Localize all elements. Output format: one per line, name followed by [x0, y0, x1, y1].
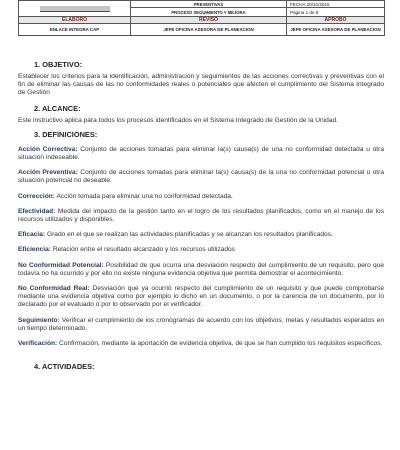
- definition-item: [18, 231, 384, 239]
- section-alcance-text: Este instructivo aplica para todos los procesos identificados en el Sistema Integrado de Gestión de la Unidad.: [18, 116, 338, 124]
- definition-term: Eficacia:: [18, 231, 46, 239]
- definition-term: No Conformidad Potencial:: [18, 261, 104, 269]
- col-reviso: REVISO: [131, 17, 287, 24]
- definition-text: Medida del impacto de la gestión tanto en el logro de los resultados planificados, como en el manejo de los recursos utilizados y disponibles.: [18, 207, 384, 224]
- definition-text: Conjunto de acciones tomadas para eliminar la(s) causa(s) de la una no conformidad potencial u otra situación potencial no deseable.: [18, 169, 384, 185]
- definitions-list: [18, 146, 384, 348]
- definition-term: Acción Correctiva:: [18, 145, 78, 153]
- definition-item: [18, 246, 384, 254]
- doc-title-partial: PREVENTIVAS: [131, 1, 287, 8]
- definition-item: [18, 146, 384, 162]
- definition-text: Conjunto de acciones tomadas para eliminar la(s) causa(s) de una no conformidad detectada u otra situación indeseable.: [18, 145, 384, 162]
- definition-text: Posibilidad de que ocurra una desviación respecto del cumplimiento de un requisito, pero que todavía no ha ocurrido y por ello no existe ninguna evidencia objetiva que permita demostrar el acontecimiento.: [18, 261, 384, 277]
- definition-text: Grado en el que se realizan las actividades planificadas y se alcanzan los resultados planificados.: [45, 231, 333, 239]
- definition-item: [18, 340, 384, 348]
- definition-term: Corrección:: [18, 192, 56, 200]
- definition-item: [18, 262, 384, 278]
- doc-date: FECHA 20/10/2015: [287, 1, 385, 8]
- signer-aprobo: JEFE OFICINA ASESORA DE PLANEACION: [287, 24, 385, 36]
- page-number: Página 1 de 6: [287, 8, 385, 17]
- definition-term: Acción Preventiva:: [18, 169, 78, 177]
- definition-term: Eficiencia:: [18, 246, 51, 254]
- definition-text: Confirmación, mediante la aportación de evidencia objetiva, de que se han cumplido los requisitos específicos.: [57, 340, 383, 348]
- definition-text: Relación entre el resultado alcanzado y los recursos utilizados: [50, 246, 235, 254]
- definition-text: Acción tomada para eliminar una no conformidad detectada.: [55, 192, 233, 200]
- document-header: [18, 0, 385, 36]
- definition-item: [18, 317, 384, 333]
- definition-term: Efectividad:: [18, 207, 56, 215]
- definition-text: Desviación que ya ocurrió respecto del cumplimiento de un requisito y que puede comprobarse mediante una evidencia objetiva como por ejemplo lo dicho en un documento, o por la carencia de un documento, por lo declarado por el evaluado o por lo observado por el verificador.: [18, 285, 384, 309]
- section-actividades-title: 4. ACTIVIDADES:: [34, 362, 95, 372]
- logo-icon: [40, 6, 110, 12]
- section-objetivo-text: Establecer los criterios para la identificación, administración y seguimientos de las acciones correctivas y preventivas con el fin de eliminar las causas de las no conformidades reales o potenciales que afecten el cumplimiento del Sistema Integrado de Gestión: [18, 73, 384, 97]
- section-alcance-title: 2. ALCANCE:: [34, 103, 81, 113]
- definition-text: Verificar el cumplimiento de los cronogramas de acuerdo con los objetivos, metas y resultados esperados en un tiempo determinado.: [18, 316, 384, 332]
- signer-reviso: JEFE OFICINA ASESORA DE PLANEACION: [131, 24, 287, 36]
- section-objetivo-title: 1. OBJETIVO:: [34, 60, 83, 69]
- definition-item: [18, 169, 384, 185]
- definition-item: [18, 193, 384, 201]
- org-logo: [19, 1, 131, 17]
- definition-item: [18, 285, 384, 310]
- definition-term: Verificación:: [18, 340, 58, 348]
- definition-item: [18, 208, 384, 224]
- definition-term: Seguimiento:: [18, 316, 60, 324]
- document-body: [18, 57, 384, 371]
- process-name: PROCESO SEGUIMIENTO Y MEJORA: [131, 8, 287, 17]
- definition-term: No Conformidad Real:: [18, 285, 90, 293]
- signer-elaboro: ENLACE INTEGRA CAP: [19, 24, 131, 36]
- col-elaboro: ELABORO: [19, 17, 131, 24]
- col-aprobo: APROBO: [287, 17, 385, 24]
- section-definiciones-title: 3. DEFINICIONES:: [34, 129, 98, 139]
